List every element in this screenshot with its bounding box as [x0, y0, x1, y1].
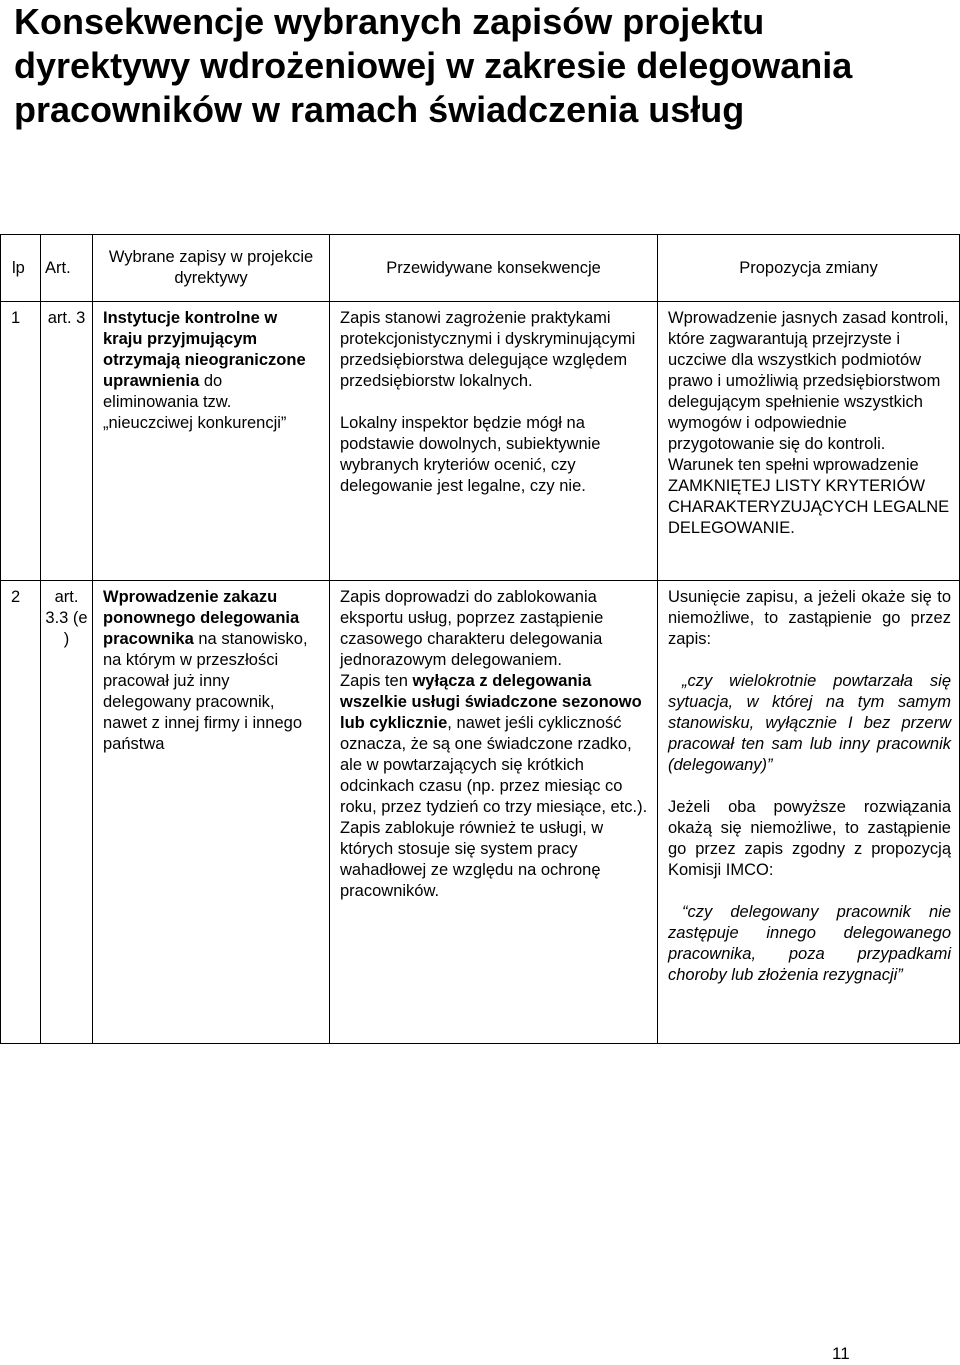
- row-art: art. 3: [47, 309, 86, 327]
- proposal-paragraph: Jeżeli oba powyższe rozwiązania okażą się niemożliwe, to zastąpienie go przez zapis zgodny z propozycją Komisji IMCO:: [668, 798, 951, 879]
- provision-bold: Instytucje kontrolne w kraju przyjmującym otrzymają nieograniczone uprawnienia: [103, 309, 306, 390]
- row-provision: [93, 581, 329, 755]
- row-lp: 1: [11, 309, 21, 327]
- row-provision: [93, 302, 329, 434]
- consequence-paragraph: Zapis doprowadzi do zablokowania eksportu usług, poprzez zastąpienie czasowego charakteru delegowania jednorazowym delegowaniem.: [340, 588, 604, 669]
- row-consequences: [330, 302, 657, 497]
- provision-bold: Wprowadzenie zakazu ponownego delegowania pracownika: [103, 588, 300, 648]
- consequence-bold: wyłącza z delegowania wszelkie usługi świadczone sezonowo lub cyklicznie: [340, 672, 642, 732]
- proposal-paragraph: Usunięcie zapisu, a jeżeli okaże się to niemożliwe, to zastąpienie go przez zapis:: [668, 588, 951, 648]
- table-row: [1, 302, 960, 581]
- page-number: 11: [832, 1344, 850, 1363]
- consequence-paragraph: Zapis zablokuje również te usługi, w których stosuje się system pracy wahadłowej ze względu na ochronę pracowników.: [340, 819, 604, 900]
- consequence-paragraph: Zapis stanowi zagrożenie praktykami protekcjonistycznymi i dyskryminującymi przedsiębiorstwa delegujące względem przedsiębiorstw lokalnych.: [340, 309, 636, 390]
- row-proposal: [658, 581, 959, 986]
- page-title: Konsekwencje wybranych zapisów projektu dyrektywy wdrożeniowej w zakresie delegowania pracowników w ramach świadczenia usług: [14, 1, 853, 130]
- row-art-cell: [41, 581, 93, 1044]
- header-proposal: Propozycja zmiany: [658, 235, 960, 302]
- table-header-row: [1, 235, 960, 302]
- consequence-paragraph: [340, 671, 649, 818]
- row-proposal-cell: [658, 581, 960, 1044]
- consequences-table: [0, 234, 960, 1044]
- header-consequences: Przewidywane konsekwencje: [330, 235, 658, 302]
- consequence-paragraph: Lokalny inspektor będzie mógł na podstawie dowolnych, subiektywnie wybranych kryteriów ocenić, czy delegowanie jest legalne, czy nie.: [340, 414, 601, 495]
- row-lp-cell: [1, 581, 41, 1044]
- row-consequences-cell: [330, 302, 658, 581]
- row-consequences: [330, 581, 657, 902]
- consequence-text: Zapis ten: [340, 672, 413, 690]
- proposal-quote: “czy delegowany pracownik nie zastępuje innego delegowanego pracownika, poza przypadkami choroby lub złożenia rezygnacji”: [668, 903, 951, 984]
- row-lp-cell: [1, 302, 41, 581]
- row-provision-cell: [93, 581, 330, 1044]
- row-art-cell: [41, 302, 93, 581]
- header-provision: Wybrane zapisy w projekcie dyrektywy: [93, 235, 330, 302]
- proposal-quote: „czy wielokrotnie powtarzała się sytuacja, w której na tym samym stanowisku, wyłącznie I bez przerw pracował ten sam lub inny pracownik (delegowany)”: [668, 672, 951, 774]
- row-proposal: [658, 302, 959, 539]
- row-art: art. 3.3 (e ): [45, 588, 88, 648]
- row-proposal-cell: [658, 302, 960, 581]
- table-row: [1, 581, 960, 1044]
- row-provision-cell: [93, 302, 330, 581]
- row-consequences-cell: [330, 581, 658, 1044]
- proposal-paragraph: Wprowadzenie jasnych zasad kontroli, które zagwarantują przejrzyste i uczciwe dla wszystkich podmiotów prawo i umożliwią przedsiębiorstwom delegującym spełnienie wszystkich wymogów i odpowiednie przygotowanie się do kontroli. Warunek ten spełni wprowadzenie ZAMKNIĘTEJ LISTY KRYTERIÓW CHARAKTERYZUJĄCYCH LEGALNE DELEGOWANIE.: [668, 309, 950, 537]
- header-art: Art.: [41, 235, 93, 302]
- header-lp: lp: [1, 235, 41, 302]
- provision-rest: na stanowisko, na którym w przeszłości pracował już inny delegowany pracownik, nawet z innej firmy i innego państwa: [103, 630, 308, 753]
- consequence-text: , nawet jeśli cykliczność oznacza, że są one świadczone rzadko, ale w powtarzających się krótkich odcinkach czasu (np. przez miesiąc co roku, przez tydzień co trzy miesiące, etc.).: [340, 714, 648, 816]
- row-lp: 2: [11, 588, 21, 606]
- provision-rest: do eliminowania tzw. „nieuczciwej konkurencji”: [103, 372, 287, 432]
